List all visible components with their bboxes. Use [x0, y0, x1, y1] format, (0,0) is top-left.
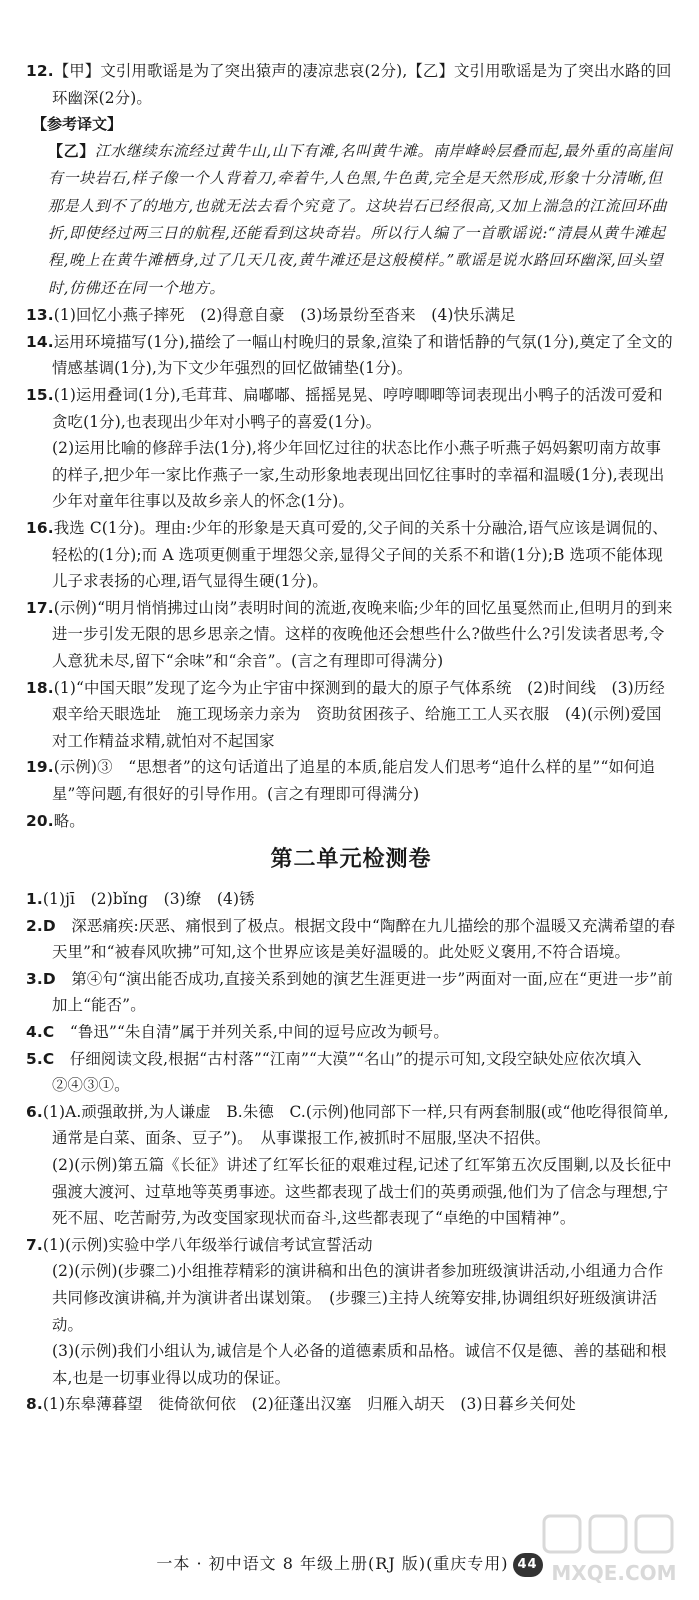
answer-text: (1)东皋薄暮望 徙倚欲何依 (2)征蓬出汉塞 归雁入胡天 (3)日暮乡关何处	[42, 1395, 576, 1414]
answer-page	[26, 58, 676, 1418]
item-number: 17.	[26, 598, 54, 617]
answer-text: (1)“中国天眼”发现了迄今为止宇宙中探测到的最大的原子气体系统 (2)时间线 (3)历经艰辛给天眼选址 施工现场亲力亲为 资助贫困孩子、给施工工人买衣服 (4)(示例)爱国 对工作精益求精,就怕对不起国家	[52, 678, 678, 750]
answer-item-16	[26, 515, 676, 595]
item-number: 1.	[26, 890, 43, 909]
answer-item-s6	[26, 1099, 676, 1152]
reference-translation-heading: 【参考译文】	[32, 115, 123, 134]
item-number: 7.	[26, 1235, 43, 1254]
section-title: 第二单元检测卷	[270, 847, 432, 873]
item-number: 2.	[26, 916, 43, 935]
reference-translation	[26, 138, 676, 302]
answer-item-s5	[26, 1046, 676, 1099]
translation-body: 江水继续东流经过黄牛山,山下有滩,名叫黄牛滩。南岸峰岭层叠而起,最外重的高崖间有一块岩石,样子像一个人背着刀,牵着牛,人色黑,牛色黄,完全是天然形成,形象十分清晰,但那是人到不了的地方,也就无法去看个究竟了。这块岩石已经很高,又加上湍急的江流回环曲折,即使经过两三日的航程,还能看到这块奇岩。所以行人编了一首歌谣说:“清晨从黄牛滩起程,晚上在黄牛滩栖身,过了几天几夜,黄牛滩还是这般模样。”歌谣是说水路回环幽深,回头望时,仿佛还在同一个地方。	[48, 141, 673, 297]
item-number: 4.	[26, 1023, 43, 1042]
answer-text: “鲁迅”“朱自清”属于并列关系,中间的逗号应改为顿号。	[54, 1023, 449, 1042]
item-number: 15.	[26, 386, 54, 404]
answer-text: 我选 C(1分)。理由:少年的形象是天真可爱的,父子间的关系十分融洽,语气应该是调侃的、轻松的(1分);而 A 选项更侧重于埋怨父亲,显得父子间的关系不和谐(1分);B 选项不能体现儿子求表扬的心理,语气显得生硬(1分)。	[52, 518, 668, 591]
answer-item-s7-part-2: (2)(示例)(步骤二)小组推荐精彩的演讲稿和出色的演讲者参加班级演讲活动,小组通力合作共同修改演讲稿,并为演讲者出谋划策。 (步骤三)主持人统筹安排,协调组织好班级演讲活动。	[52, 1262, 664, 1334]
answer-item-15	[26, 382, 676, 435]
answer-text: (1)jī (2)bǐng (3)缭 (4)锈	[42, 890, 255, 909]
answer-item-s4	[26, 1019, 676, 1046]
item-number: 8.	[26, 1395, 43, 1414]
page-footer	[0, 1547, 699, 1581]
answer-text: (示例)“明月悄悄拂过山岗”表明时间的流逝,夜晚来临;少年的回忆虽戛然而止,但明月的到来进一步引发无限的思乡思亲之情。这样的夜晚他还会想些什么?做些什么?引发读者思考,令人意犹未尽,留下“余味”和“余音”。(言之有理即可得满分)	[52, 598, 673, 670]
item-number: 12.	[26, 62, 54, 80]
answer-item-12	[26, 58, 676, 111]
answer-text: 深恶痛疾:厌恶、痛恨到了极点。根据文段中“陶醉在九儿描绘的那个温暖又充满希望的春天里”和“被春风吹拂”可知,这个世界应该是美好温暖的。此处贬义褒用,不符合语境。	[52, 916, 676, 962]
answer-item-s7-part-3: (3)(示例)我们小组认为,诚信是个人必备的道德素质和品格。诚信不仅是德、善的基础和根本,也是一切事业得以成功的保证。	[52, 1342, 667, 1387]
answer-item-15-part-2: (2)运用比喻的修辞手法(1分),将少年回忆过往的状态比作小燕子听燕子妈妈絮叨南方故事的样子,把少年一家比作燕子一家,生动形象地表现出回忆往事时的幸福和温暖(1分),表现出少年对童年往事以及故乡亲人的怀念(1分)。	[52, 439, 665, 511]
answer-item-14	[26, 329, 676, 382]
choice-answer: C	[42, 1023, 55, 1042]
answer-item-20	[26, 808, 676, 835]
choice-answer: D	[42, 916, 56, 935]
answer-text: (示例)③ “思想者”的这句话道出了追星的本质,能启发人们思考“追什么样的星”“如何追星”等问题,有很好的引导作用。(言之有理即可得满分)	[52, 758, 656, 803]
answer-item-s8	[26, 1391, 676, 1418]
page-number-badge: 44	[513, 1553, 543, 1577]
item-number: 20.	[26, 811, 54, 830]
translation-tag: 【乙】	[48, 141, 95, 160]
item-number: 16.	[26, 518, 54, 537]
answer-item-17	[26, 595, 676, 675]
choice-answer: C	[42, 1049, 55, 1068]
footer-book-title: 一本 · 初中语文 8 年级上册(RJ 版)(重庆专用)	[156, 1554, 509, 1573]
item-number: 18.	[26, 678, 54, 697]
item-number: 13.	[26, 306, 54, 325]
choice-answer: D	[42, 969, 56, 988]
answer-text: (1)回忆小燕子摔死 (2)得意自豪 (3)场景纷至沓来 (4)快乐满足	[53, 306, 516, 325]
answer-text: (1)运用叠词(1分),毛茸茸、扁嘟嘟、摇摇晃晃、哼哼唧唧等词表现出小鸭子的活泼可爱和贪吃(1分),也表现出少年对小鸭子的喜爱(1分)。	[52, 386, 663, 431]
item-number: 3.	[26, 969, 43, 988]
answer-item-18	[26, 675, 676, 755]
answer-text: 略。	[53, 811, 85, 830]
answer-item-13	[26, 302, 676, 329]
answer-text: 【甲】文引用歌谣是为了突出猿声的凄凉悲哀(2分),【乙】文引用歌谣是为了突出水路的回环幽深(2分)。	[52, 62, 672, 107]
answer-item-s7	[26, 1232, 676, 1259]
answer-text: (1)A.顽强敢拼,为人谦虚 B.朱德 C.(示例)他同部下一样,只有两套制服(或“他吃得很简单,通常是白菜、面条、豆子”)。 从事谍报工作,被抓时不屈服,坚决不招供。	[42, 1102, 669, 1148]
item-number: 5.	[26, 1049, 43, 1068]
answer-text: (1)(示例)实验中学八年级举行诚信考试宣誓活动	[42, 1235, 373, 1254]
answer-item-s6-part-2: (2)(示例)第五篇《长征》讲述了红军长征的艰难过程,记述了红军第五次反围剿,以及长征中强渡大渡河、过草地等英勇事迹。这些都表现了战士们的英勇顽强,他们为了信念与理想,宁死不屈、吃苦耐劳,为改变国家现状而奋斗,这些都表现了“卓绝的中国精神”。	[52, 1156, 672, 1228]
item-number: 19.	[26, 758, 54, 777]
answer-item-s3	[26, 966, 676, 1019]
answer-item-s1	[26, 886, 676, 913]
answer-text: 第④句“演出能否成功,直接关系到她的演艺生涯更进一步”两面对一面,应在“更进一步”前加上“能否”。	[52, 969, 673, 1015]
answer-text: 仔细阅读文段,根据“古村落”“江南”“大漠”“名山”的提示可知,文段空缺处应依次填入②④③①。	[52, 1049, 642, 1095]
answer-item-19	[26, 754, 676, 807]
item-number: 14.	[26, 332, 54, 351]
answer-item-s2	[26, 913, 676, 966]
item-number: 6.	[26, 1102, 43, 1121]
answer-text: 运用环境描写(1分),描绘了一幅山村晚归的景象,渲染了和谐恬静的气氛(1分),奠定了全文的情感基调(1分),为下文少年强烈的回忆做铺垫(1分)。	[52, 332, 673, 378]
watermark-text: MXQE.COM	[551, 1561, 677, 1585]
